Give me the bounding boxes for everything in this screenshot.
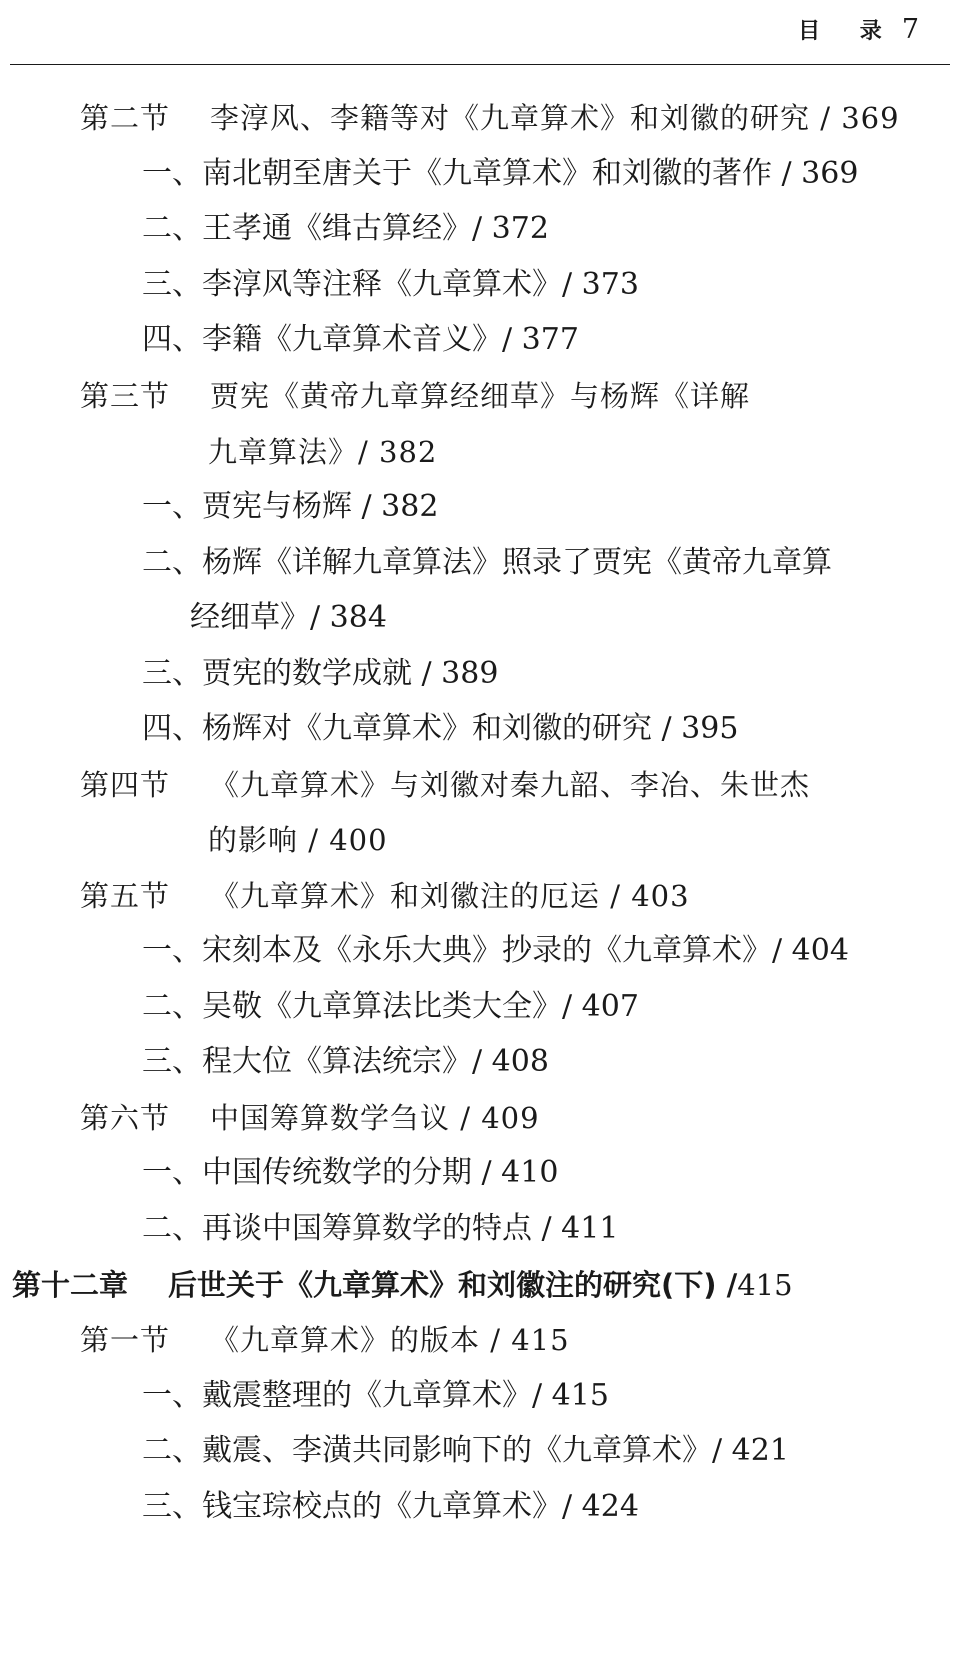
toc-chapter-12 bbox=[12, 1267, 793, 1303]
toc-section-2-2 bbox=[80, 100, 900, 136]
item-text: 三、贾宪的数学成就 / 389 bbox=[142, 656, 499, 691]
toc-section-continuation bbox=[208, 822, 388, 858]
toc-item-continuation bbox=[190, 600, 387, 636]
section-title: 中国筹算数学刍议 / 409 bbox=[210, 1101, 540, 1135]
toc-section-continuation bbox=[208, 434, 437, 470]
toc-item bbox=[142, 933, 849, 969]
header-page-number: 7 bbox=[901, 14, 920, 45]
toc-item bbox=[142, 211, 549, 247]
item-text: 一、中国传统数学的分期 / 410 bbox=[142, 1155, 559, 1190]
toc-item bbox=[142, 1433, 789, 1469]
section-title: 《九章算术》的版本 / 415 bbox=[210, 1323, 570, 1357]
item-text: 三、钱宝琮校点的《九章算术》/ 424 bbox=[142, 1489, 639, 1524]
item-text: 经细草》/ 384 bbox=[190, 600, 387, 635]
toc-item bbox=[142, 267, 639, 303]
item-text: 一、宋刻本及《永乐大典》抄录的《九章算术》/ 404 bbox=[142, 933, 849, 968]
item-text: 四、杨辉对《九章算术》和刘徽的研究 / 395 bbox=[142, 711, 739, 746]
item-text: 三、程大位《算法统宗》/ 408 bbox=[142, 1044, 549, 1079]
item-text: 二、王孝通《缉古算经》/ 372 bbox=[142, 211, 549, 246]
toc-item bbox=[142, 322, 579, 358]
toc-item bbox=[142, 711, 738, 747]
item-text: 一、戴震整理的《九章算术》/ 415 bbox=[142, 1378, 609, 1413]
item-text: 二、杨辉《详解九章算法》照录了贾宪《黄帝九章算 bbox=[142, 545, 832, 580]
item-text: 一、南北朝至唐关于《九章算术》和刘徽的著作 / 369 bbox=[142, 156, 859, 191]
toc-item bbox=[142, 1211, 618, 1247]
section-label: 第三节 bbox=[80, 379, 171, 413]
toc-item bbox=[142, 1489, 639, 1525]
toc-item bbox=[142, 545, 832, 581]
running-header bbox=[798, 14, 920, 45]
toc-item bbox=[142, 489, 438, 525]
section-title: 李淳风、李籍等对《九章算术》和刘徽的研究 / 369 bbox=[210, 101, 900, 135]
item-text: 四、李籍《九章算术音义》/ 377 bbox=[142, 322, 579, 357]
toc-section-2-6 bbox=[80, 1100, 540, 1136]
item-text: 二、吴敬《九章算法比类大全》/ 407 bbox=[142, 989, 639, 1024]
section-title: 九章算法》/ 382 bbox=[208, 435, 438, 469]
section-label: 第一节 bbox=[80, 1323, 171, 1357]
toc-item bbox=[142, 1378, 609, 1414]
section-title: 《九章算术》和刘徽注的厄运 / 403 bbox=[210, 879, 690, 913]
toc-section-2-3 bbox=[80, 378, 750, 414]
header-rule bbox=[10, 64, 950, 65]
chapter-title: 后世关于《九章算术》和刘徽注的研究(下) / bbox=[168, 1268, 738, 1302]
toc-item bbox=[142, 989, 639, 1025]
toc-item bbox=[142, 156, 858, 192]
toc-section-1 bbox=[80, 1322, 570, 1358]
section-label: 第四节 bbox=[80, 768, 171, 802]
section-title: 贾宪《黄帝九章算经细草》与杨辉《详解 bbox=[210, 379, 751, 413]
chapter-label: 第十二章 bbox=[12, 1268, 129, 1302]
section-label: 第六节 bbox=[80, 1101, 171, 1135]
toc-item bbox=[142, 1155, 558, 1191]
chapter-page: 415 bbox=[737, 1268, 793, 1302]
toc-item bbox=[142, 1044, 549, 1080]
toc-section-2-4 bbox=[80, 767, 810, 803]
section-label: 第五节 bbox=[80, 879, 171, 913]
item-text: 二、再谈中国筹算数学的特点 / 411 bbox=[142, 1211, 619, 1246]
item-text: 二、戴震、李潢共同影响下的《九章算术》/ 421 bbox=[142, 1433, 789, 1468]
toc-section-2-5 bbox=[80, 878, 690, 914]
section-title: 的影响 / 400 bbox=[208, 823, 388, 857]
item-text: 三、李淳风等注释《九章算术》/ 373 bbox=[142, 267, 639, 302]
toc-item bbox=[142, 656, 498, 692]
section-title: 《九章算术》与刘徽对秦九韶、李冶、朱世杰 bbox=[210, 768, 811, 802]
header-title: 目 录 bbox=[798, 19, 898, 44]
section-label: 第二节 bbox=[80, 101, 171, 135]
item-text: 一、贾宪与杨辉 / 382 bbox=[142, 489, 439, 524]
